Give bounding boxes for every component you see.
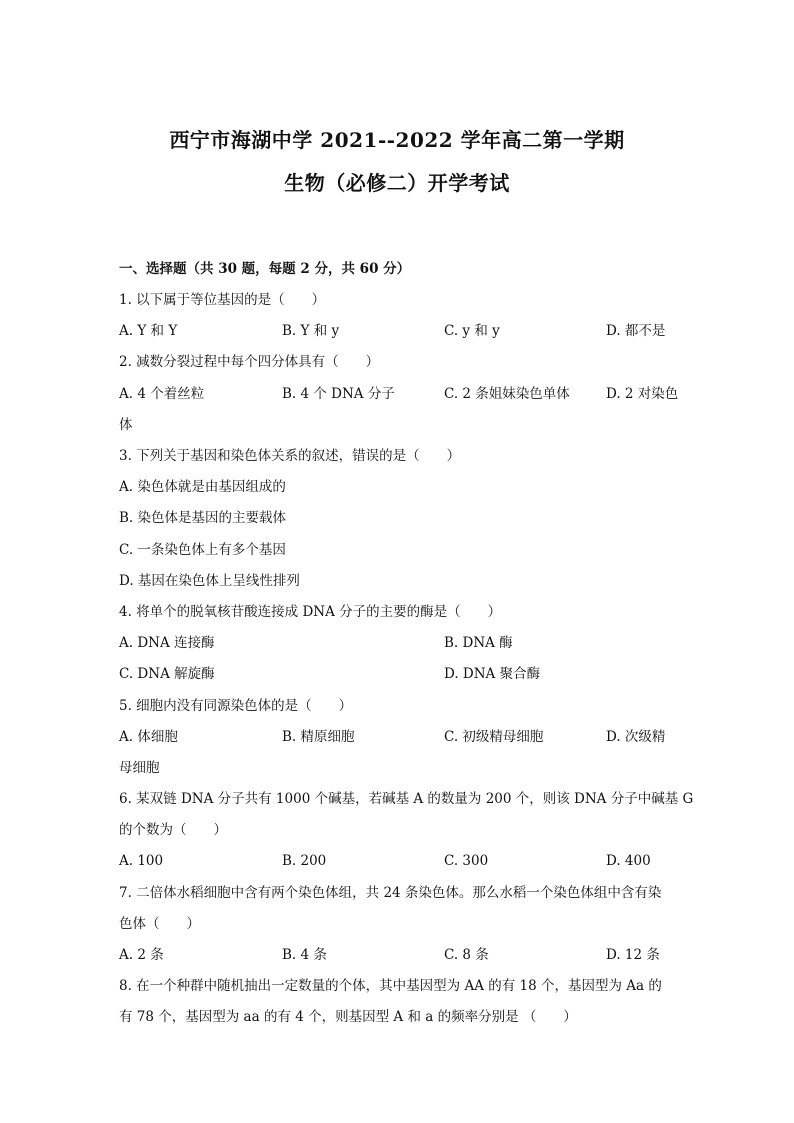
question-1-option-d: D. 都不是 bbox=[606, 323, 666, 339]
question-2-option-d: D. 2 对染色 bbox=[606, 386, 679, 402]
question-3-option-b: B. 染色体是基因的主要载体 bbox=[119, 510, 287, 526]
question-7-option-a: A. 2 条 bbox=[119, 947, 164, 963]
question-4-option-d: D. DNA 聚合酶 bbox=[444, 666, 541, 682]
question-7-option-d: D. 12 条 bbox=[606, 947, 660, 963]
question-2-option-c: C. 2 条姐妹染色单体 bbox=[444, 386, 570, 402]
question-5-option-b: B. 精原细胞 bbox=[282, 729, 355, 745]
question-5-stem: 5. 细胞内没有同源染色体的是（ ） bbox=[119, 698, 353, 714]
question-1-stem: 1. 以下属于等位基因的是（ ） bbox=[119, 292, 326, 308]
question-7-option-b: B. 4 条 bbox=[282, 947, 327, 963]
exam-title-line2: 生物（必修二）开学考试 bbox=[284, 171, 510, 195]
question-6-option-d: D. 400 bbox=[606, 853, 651, 869]
question-3-stem: 3. 下列关于基因和染色体关系的叙述，错误的是（ ） bbox=[119, 448, 461, 464]
section-heading: 一、选择题（共 30 题，每题 2 分，共 60 分） bbox=[119, 261, 411, 277]
exam-title-line1: 西宁市海湖中学 2021--2022 学年高二第一学期 bbox=[169, 128, 625, 152]
question-5-option-c: C. 初级精母细胞 bbox=[444, 729, 544, 745]
question-4-option-c: C. DNA 解旋酶 bbox=[119, 666, 215, 682]
question-5-option-d-wrap: 母细胞 bbox=[119, 760, 160, 776]
question-3-option-a: A. 染色体就是由基因组成的 bbox=[119, 479, 286, 495]
question-6-stem-line2: 的个数为（ ） bbox=[119, 822, 227, 838]
question-2-option-a: A. 4 个着丝粒 bbox=[119, 386, 205, 402]
question-7-stem: 7. 二倍体水稻细胞中含有两个染色体组，共 24 条染色体。那么水稻一个染色体组中含有染 bbox=[119, 885, 662, 901]
question-3-option-d: D. 基因在染色体上呈线性排列 bbox=[119, 573, 300, 589]
question-7-stem-line2: 色体（ ） bbox=[119, 916, 200, 932]
question-5-option-d: D. 次级精 bbox=[606, 729, 666, 745]
question-1-option-a: A. Y 和 Y bbox=[119, 323, 178, 339]
question-5-option-a: A. 体细胞 bbox=[119, 729, 178, 745]
question-2-option-d-wrap: 体 bbox=[119, 417, 133, 433]
question-8-stem: 8. 在一个种群中随机抽出一定数量的个体，其中基因型为 AA 的有 18 个，基因型为 Aa 的 bbox=[119, 978, 662, 994]
question-4-stem: 4. 将单个的脱氧核苷酸连接成 DNA 分子的主要的酶是（ ） bbox=[119, 604, 502, 620]
question-1-option-c: C. y 和 y bbox=[444, 323, 500, 339]
question-6-stem: 6. 某双链 DNA 分子共有 1000 个碱基，若碱基 A 的数量为 200 个，则该 DNA 分子中碱基 G bbox=[119, 791, 694, 807]
question-6-option-c: C. 300 bbox=[444, 853, 489, 869]
question-2-option-b: B. 4 个 DNA 分子 bbox=[282, 386, 395, 402]
question-4-option-b: B. DNA 酶 bbox=[444, 635, 513, 651]
question-7-option-c: C. 8 条 bbox=[444, 947, 489, 963]
question-6-option-a: A. 100 bbox=[119, 853, 164, 869]
question-4-option-a: A. DNA 连接酶 bbox=[119, 635, 215, 651]
question-6-option-b: B. 200 bbox=[282, 853, 327, 869]
question-3-option-c: C. 一条染色体上有多个基因 bbox=[119, 542, 286, 558]
question-8-stem-line2: 有 78 个，基因型为 aa 的有 4 个，则基因型 A 和 a 的频率分别是 （ ） bbox=[119, 1009, 577, 1025]
question-2-stem: 2. 减数分裂过程中每个四分体具有（ ） bbox=[119, 354, 380, 370]
question-1-option-b: B. Y 和 y bbox=[282, 323, 340, 339]
